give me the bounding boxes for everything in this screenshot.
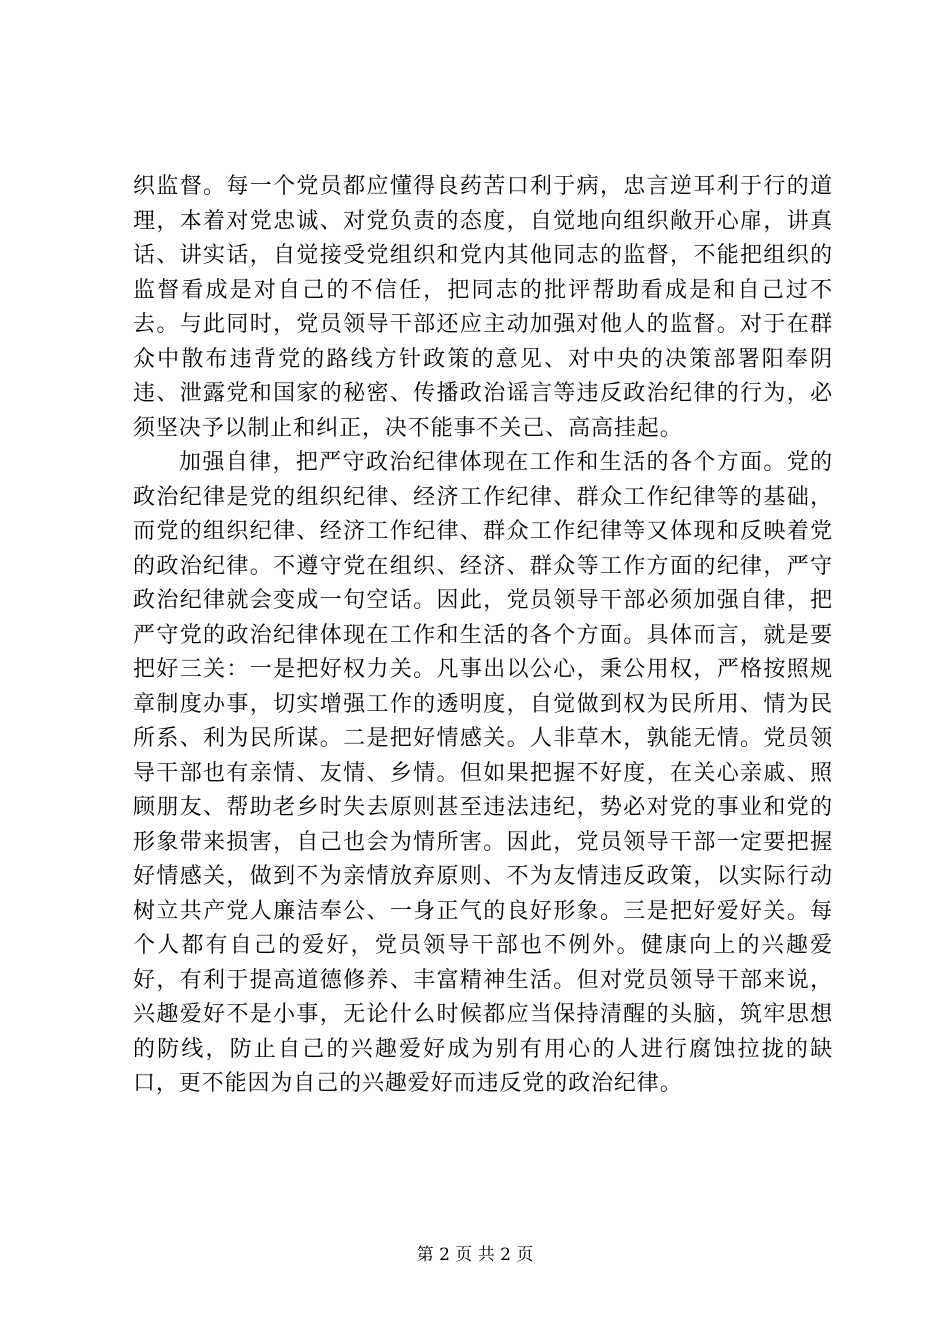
page-footer: 第 2 页 共 2 页 (416, 1245, 534, 1265)
paragraph-2: 加强自律，把严守政治纪律体现在工作和生活的各个方面。党的政治纪律是党的组织纪律、经济工作纪律、群众工作纪律等的基础，而党的组织纪律、经济工作纪律、群众工作纪律等又体现和反映着党的政治纪律。不遵守党在组织、经济、群众等工作方面的纪律，严守政治纪律就会变成一句空话。因此，党员领导干部必须加强自律，把严守党的政治纪律体现在工作和生活的各个方面。具体而言，就是要把好三关：一是把好权力关。凡事出以公心，秉公用权，严格按照规章制度办事，切实增强工作的透明度，自觉做到权为民所用、情为民所系、利为民所谋。二是把好情感关。人非草木，孰能无情。党员领导干部也有亲情、友情、乡情。但如果把握不好度，在关心亲戚、照顾朋友、帮助老乡时失去原则甚至违法违纪，势必对党的事业和党的形象带来损害，自己也会为情所害。因此，党员领导干部一定要把握好情感关，做到不为亲情放弃原则、不为友情违反政策，以实际行动树立共产党人廉洁奉公、一身正气的良好形象。三是把好爱好关。每个人都有自己的爱好，党员领导干部也不例外。健康向上的兴趣爱好，有利于提高道德修养、丰富精神生活。但对党员领导干部来说，兴趣爱好不是小事，无论什么时候都应当保持清醒的头脑，筑牢思想的防线，防止自己的兴趣爱好成为别有用心的人进行腐蚀拉拢的缺口，更不能因为自己的兴趣爱好而违反党的政治纪律。 (133, 450, 833, 1096)
document-body (133, 170, 833, 1102)
paragraph-1: 织监督。每一个党员都应懂得良药苦口利于病，忠言逆耳利于行的道理，本着对党忠诚、对党负责的态度，自觉地向组织敞开心扉，讲真话、讲实话，自觉接受党组织和党内其他同志的监督，不能把组织的监督看成是对自己的不信任，把同志的批评帮助看成是和自己过不去。与此同时，党员领导干部还应主动加强对他人的监督。对于在群众中散布违背党的路线方针政策的意见、对中央的决策部署阳奉阴违、泄露党和国家的秘密、传播政治谣言等违反政治纪律的行为，必须坚决予以制止和纠正，决不能事不关己、高高挂起。 (133, 174, 833, 441)
